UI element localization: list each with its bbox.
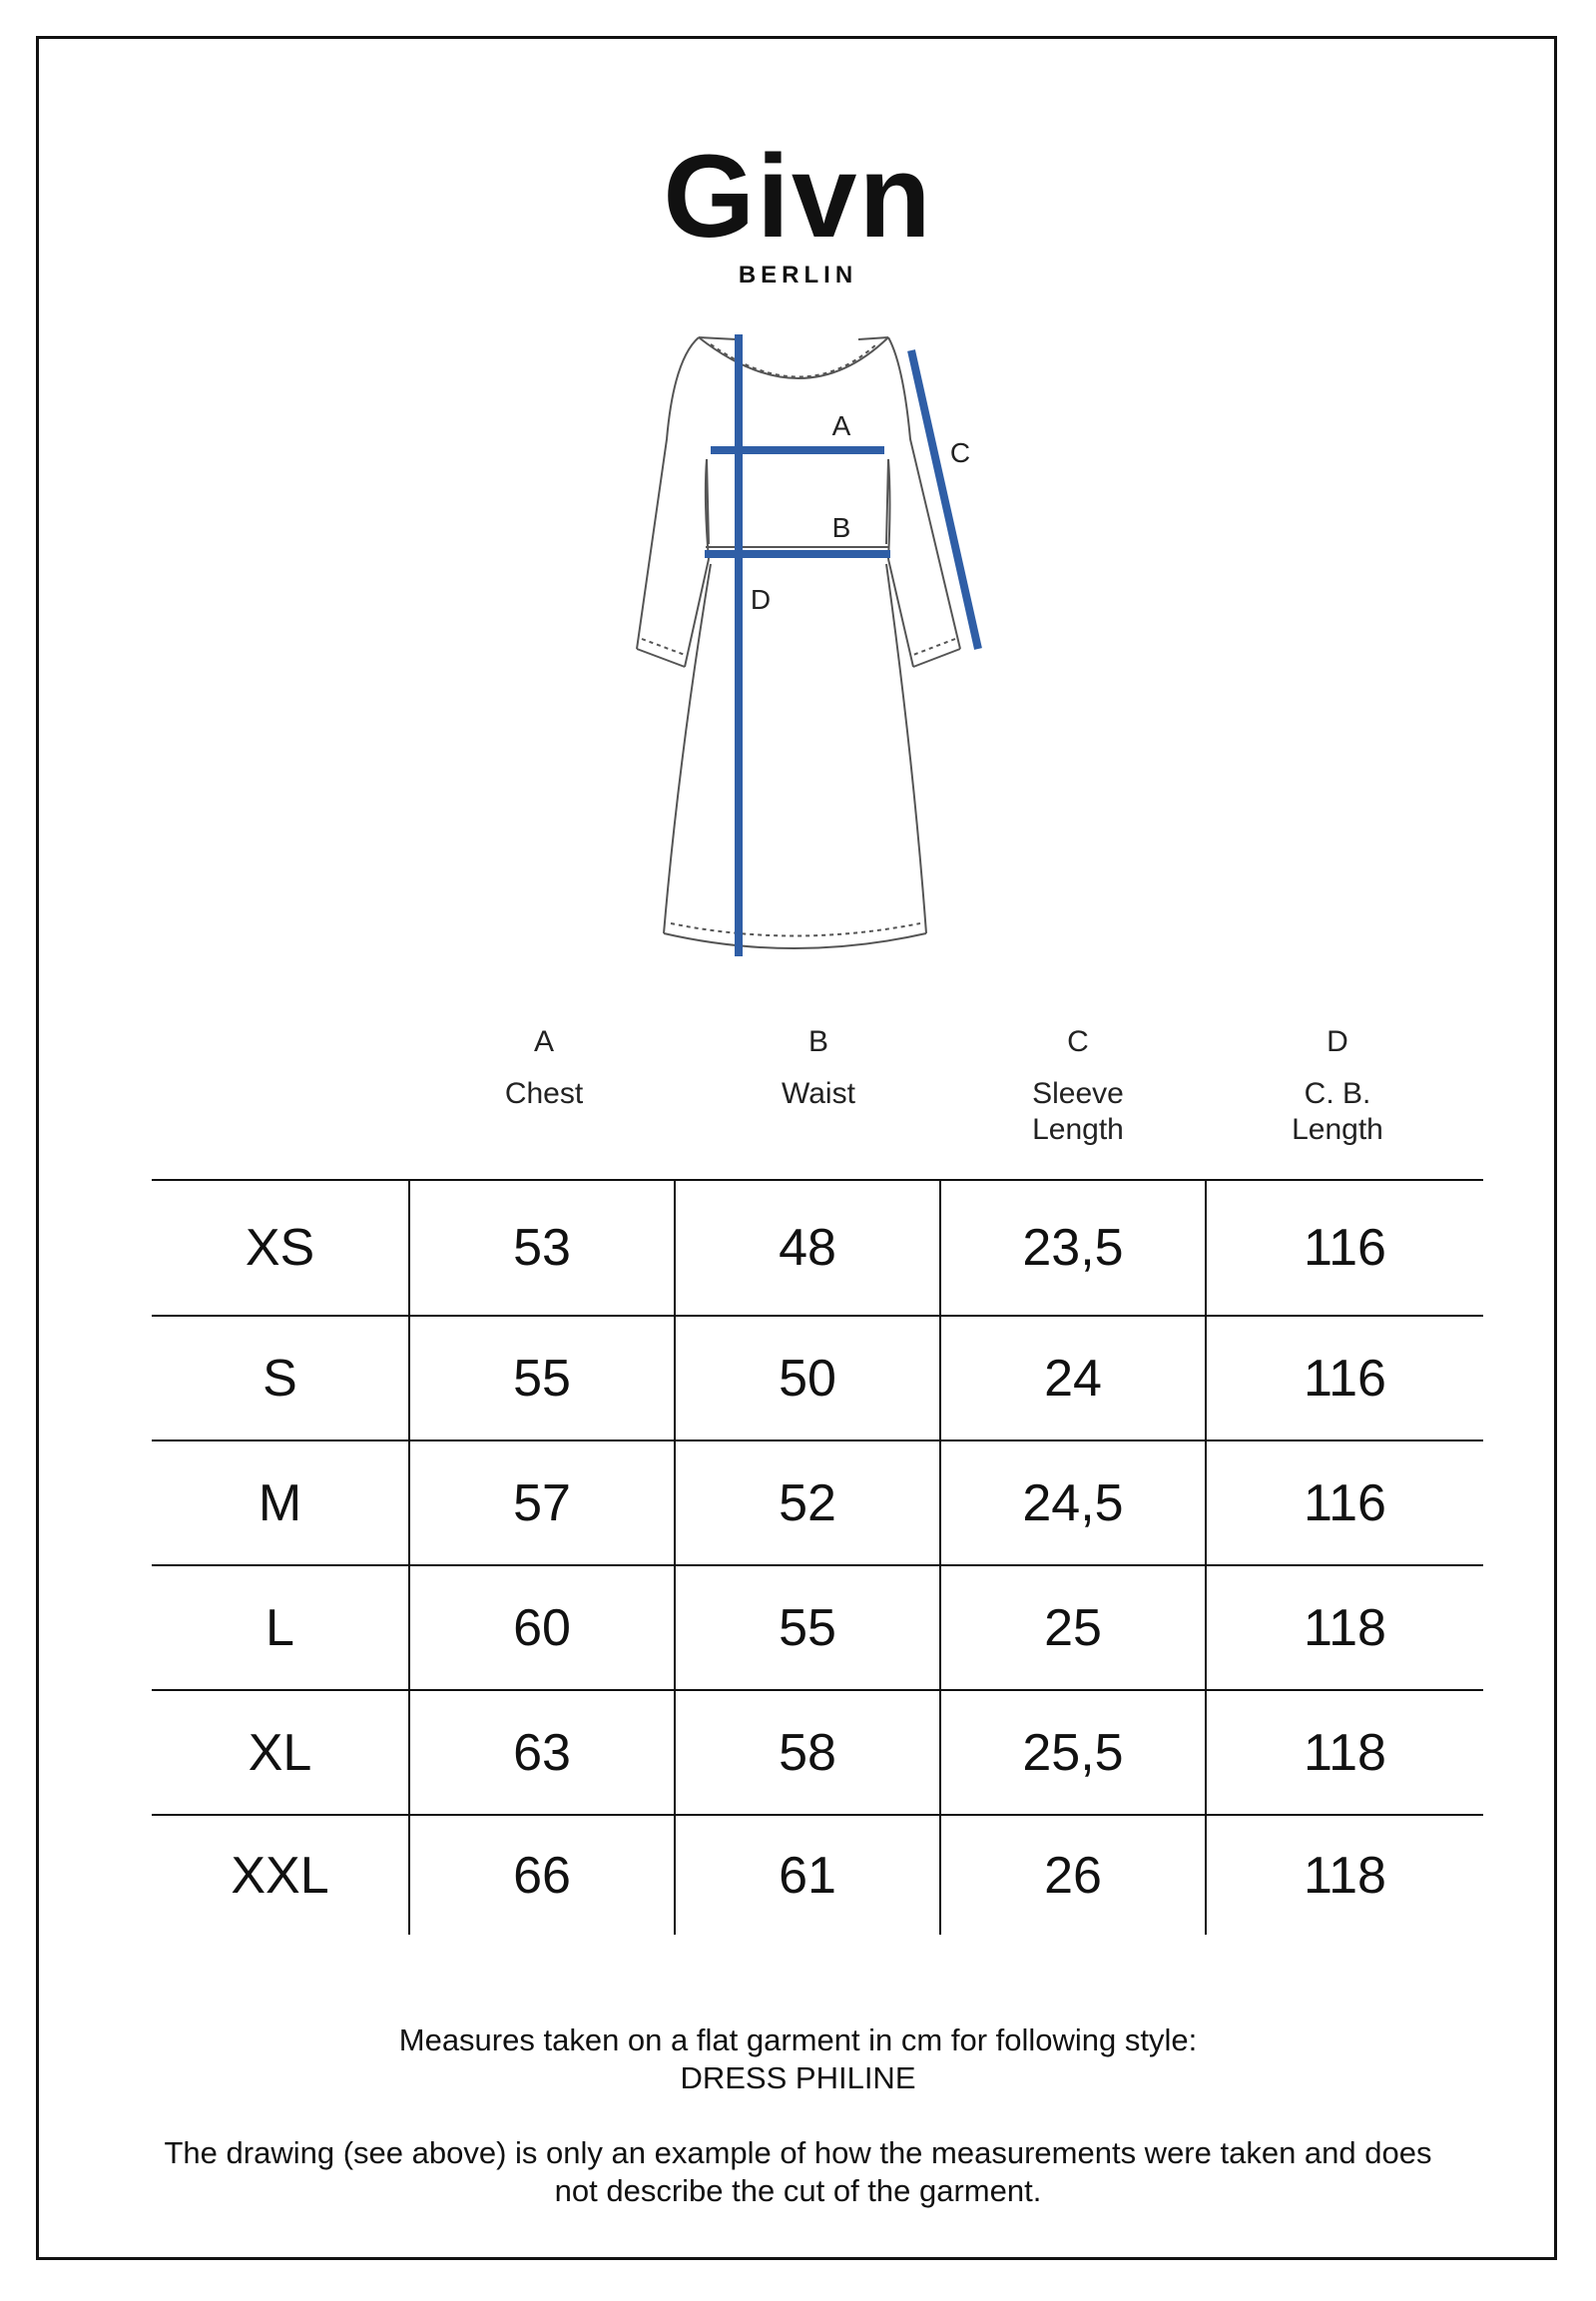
note-line-4: not describe the cut of the garment. xyxy=(554,2173,1042,2208)
disclaimer-note xyxy=(60,2134,1536,2210)
diagram-label-c: C xyxy=(949,437,971,468)
column-letter: B xyxy=(807,1025,828,1058)
column-name: C. B. Length xyxy=(1292,1077,1383,1146)
waist-cell: 58 xyxy=(675,1690,940,1815)
cb-length-cell: 116 xyxy=(1206,1180,1483,1316)
column-name: Chest xyxy=(504,1077,584,1110)
dress-diagram xyxy=(0,0,1596,998)
chest-cell: 57 xyxy=(409,1440,675,1565)
size-cell: M xyxy=(152,1440,409,1565)
style-name: DRESS PHILINE xyxy=(680,2060,916,2095)
cb-length-cell: 118 xyxy=(1206,1690,1483,1815)
column-name: Waist xyxy=(782,1077,855,1110)
size-cell: XXL xyxy=(152,1815,409,1935)
column-letter: A xyxy=(533,1025,554,1058)
note-line-3: The drawing (see above) is only an example of how the measurements were taken and does xyxy=(164,2135,1432,2170)
column-header-chest xyxy=(424,1024,664,1112)
column-header-cb-length xyxy=(1218,1024,1457,1148)
sleeve-length-cell: 26 xyxy=(940,1815,1206,1935)
cb-length-cell: 116 xyxy=(1206,1440,1483,1565)
chest-cell: 55 xyxy=(409,1316,675,1440)
waist-cell: 61 xyxy=(675,1815,940,1935)
chest-cell: 63 xyxy=(409,1690,675,1815)
diagram-label-b: B xyxy=(831,512,851,543)
chest-cell: 53 xyxy=(409,1180,675,1316)
sleeve-length-cell: 25,5 xyxy=(940,1690,1206,1815)
column-letter: D xyxy=(1327,1025,1348,1058)
table-row xyxy=(152,1180,1483,1316)
size-cell: XS xyxy=(152,1180,409,1316)
cb-length-cell: 118 xyxy=(1206,1815,1483,1935)
chest-cell: 66 xyxy=(409,1815,675,1935)
diagram-label-a: A xyxy=(831,410,851,441)
size-cell: L xyxy=(152,1565,409,1690)
table-row xyxy=(152,1815,1483,1935)
cb-length-cell: 116 xyxy=(1206,1316,1483,1440)
column-name: Sleeve Length xyxy=(1032,1077,1124,1146)
chest-cell: 60 xyxy=(409,1565,675,1690)
column-header-waist xyxy=(699,1024,938,1112)
diagram-label-d: D xyxy=(750,584,772,615)
cb-length-cell: 118 xyxy=(1206,1565,1483,1690)
table-row xyxy=(152,1440,1483,1565)
column-letter: C xyxy=(1067,1025,1089,1058)
waist-cell: 55 xyxy=(675,1565,940,1690)
sleeve-length-cell: 24,5 xyxy=(940,1440,1206,1565)
dress-outline xyxy=(637,337,960,948)
column-header-sleeve-length xyxy=(958,1024,1198,1148)
measure-line-c xyxy=(911,350,978,649)
size-cell: XL xyxy=(152,1690,409,1815)
sleeve-length-cell: 23,5 xyxy=(940,1180,1206,1316)
brand-subtitle: BERLIN xyxy=(738,262,858,288)
note-line-1: Measures taken on a flat garment in cm for following style: xyxy=(398,2022,1198,2057)
waist-cell: 52 xyxy=(675,1440,940,1565)
table-row xyxy=(152,1690,1483,1815)
waist-cell: 50 xyxy=(675,1316,940,1440)
sleeve-length-cell: 25 xyxy=(940,1565,1206,1690)
size-chart-table xyxy=(152,1179,1483,1935)
table-row xyxy=(152,1316,1483,1440)
table-row xyxy=(152,1565,1483,1690)
sleeve-length-cell: 24 xyxy=(940,1316,1206,1440)
brand-logo: Givn xyxy=(663,131,933,263)
measurement-note xyxy=(60,2021,1536,2097)
waist-cell: 48 xyxy=(675,1180,940,1316)
size-cell: S xyxy=(152,1316,409,1440)
